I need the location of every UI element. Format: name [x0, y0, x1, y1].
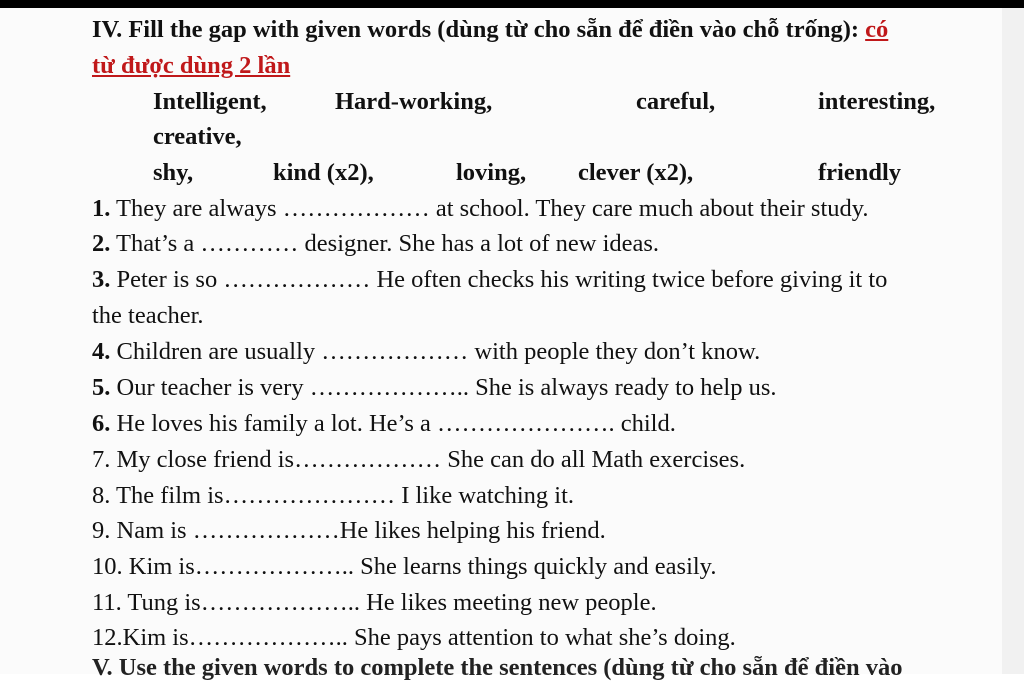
- word-shy: shy,: [153, 159, 194, 186]
- question-text: the teacher.: [92, 302, 204, 329]
- question-11: 11. Tung is……………….. He likes meeting new people.: [92, 589, 657, 616]
- word-clever: clever (x2),: [578, 159, 694, 186]
- question-number: 4.: [92, 338, 111, 365]
- word-interesting: interesting,: [818, 88, 936, 115]
- question-3-continued: [92, 304, 204, 329]
- word-hard-working: Hard-working,: [335, 88, 493, 115]
- word-careful: careful,: [636, 88, 716, 115]
- word-kind: kind (x2),: [273, 159, 374, 186]
- top-black-bar: [0, 0, 1024, 8]
- question-number: 5.: [92, 374, 111, 401]
- question-number: 2.: [92, 230, 111, 257]
- question-text: He loves his family a lot. He’s a …………………. child.: [110, 410, 676, 437]
- question-number: 6.: [92, 410, 111, 437]
- heading-text: IV. Fill the gap with given words (dùng từ cho sẵn để điền vào chỗ trống):: [92, 16, 866, 43]
- question-text: Our teacher is very ……………….. She is always ready to help us.: [110, 374, 777, 401]
- heading-red-note-2: từ được dùng 2 lần: [92, 52, 291, 79]
- question-1: [92, 197, 869, 222]
- question-2: [92, 232, 659, 257]
- question-4: [92, 340, 760, 365]
- question-text: That’s a ………… designer. She has a lot of new ideas.: [110, 230, 660, 257]
- word-loving: loving,: [456, 159, 527, 186]
- question-number: 1.: [92, 195, 111, 222]
- question-6: [92, 412, 676, 437]
- next-section-heading-cutoff: V. Use the given words to complete the sentences (dùng từ cho sẵn để điền vào: [92, 654, 903, 681]
- question-10: 10. Kim is……………….. She learns things quickly and easily.: [92, 553, 717, 580]
- question-8: 8. The film is………………… I like watching it.: [92, 482, 575, 509]
- word-friendly: friendly: [818, 159, 902, 186]
- question-12: 12.Kim is……………….. She pays attention to what she’s doing.: [92, 624, 736, 651]
- question-text: Peter is so ……………… He often checks his writing twice before giving it to: [110, 266, 888, 293]
- question-number: 3.: [92, 266, 111, 293]
- question-5: [92, 376, 777, 401]
- question-7: 7. My close friend is……………… She can do all Math exercises.: [92, 446, 746, 473]
- word-creative: creative,: [153, 123, 242, 150]
- page-right-margin: [1002, 8, 1024, 674]
- heading-red-note-1: có: [865, 16, 889, 43]
- word-intelligent: Intelligent,: [153, 88, 267, 115]
- question-text: Children are usually ……………… with people they don’t know.: [110, 338, 761, 365]
- exercise-heading: [92, 18, 888, 43]
- question-3: [92, 268, 887, 293]
- question-9: 9. Nam is ………………He likes helping his friend.: [92, 517, 606, 544]
- question-text: They are always ……………… at school. They care much about their study.: [110, 195, 869, 222]
